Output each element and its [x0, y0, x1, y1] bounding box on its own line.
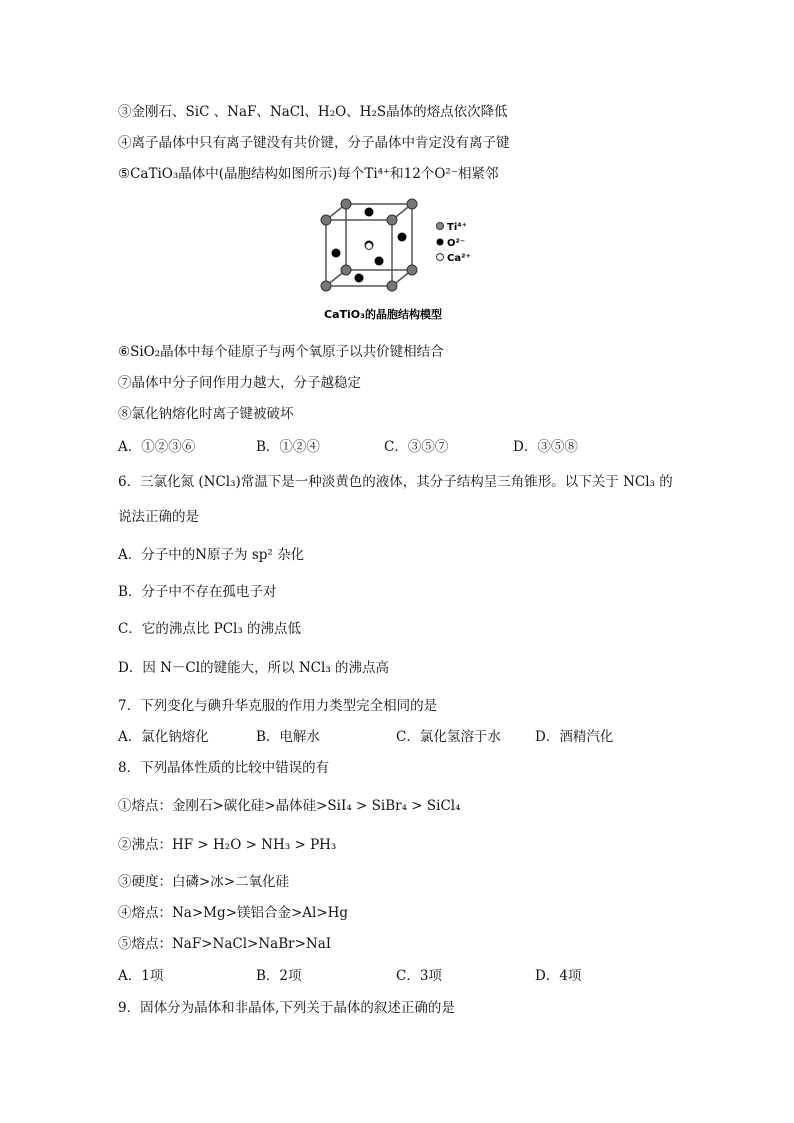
- q6-option-a: A．分子中的N原子为 sp² 杂化: [118, 547, 305, 563]
- q8-item-4: ④熔点：Na>Mg>镁铝合金>Al>Hg: [118, 905, 349, 921]
- q9-stem: 9．固体分为晶体和非晶体,下列关于晶体的叙述正确的是: [118, 1000, 455, 1016]
- q8-item-1: ①熔点：金刚石>碳化硅>晶体硅>SiI₄ > SiBr₄ > SiCl₄: [118, 798, 461, 814]
- q6-stem-line2: 说法正确的是: [118, 509, 199, 525]
- q8-option-d: D．4项: [535, 968, 582, 984]
- statement-6: ⑥SiO₂晶体中每个硅原子与两个氧原子以共价键相结合: [118, 344, 444, 360]
- q6-option-c: C．它的沸点比 PCl₃ 的沸点低: [118, 621, 302, 637]
- legend-o: O²⁻: [447, 238, 466, 249]
- q6-option-b: B．分子中不存在孤电子对: [118, 584, 277, 600]
- q7-stem: 7．下列变化与碘升华克服的作用力类型完全相同的是: [118, 698, 438, 714]
- q5-option-a: A．①②③⑥: [118, 439, 196, 455]
- legend-ti: Ti⁴⁺: [447, 222, 467, 233]
- statement-8: ⑧氯化钠熔化时离子键被破坏: [118, 406, 294, 422]
- q7-option-a: A．氯化钠熔化: [118, 729, 209, 745]
- q6-option-d: D．因 N－Cl的键能大，所以 NCl₃ 的沸点高: [118, 660, 390, 676]
- legend-ca: Ca²⁺: [447, 253, 471, 264]
- figure-caption: CaTiO₃的晶胞结构模型: [324, 308, 442, 321]
- catio3-crystal-figure: [316, 196, 496, 324]
- q8-item-3: ③硬度：白磷>冰>二氧化硅: [118, 874, 290, 890]
- q8-option-c: C．3项: [396, 968, 442, 984]
- q8-option-b: B．2项: [256, 968, 302, 984]
- statement-3: ③金刚石、SiC 、NaF、NaCl、H₂O、H₂S晶体的熔点依次降低: [118, 104, 508, 120]
- q8-option-a: A．1项: [118, 968, 164, 984]
- q7-option-b: B．电解水: [256, 729, 320, 745]
- q8-item-2: ②沸点：HF > H₂O > NH₃ > PH₃: [118, 837, 337, 853]
- q5-option-d: D．③⑤⑧: [513, 439, 578, 455]
- q5-option-b: B．①②④: [256, 439, 320, 455]
- q8-stem: 8．下列晶体性质的比较中错误的有: [118, 760, 330, 776]
- q7-option-c: C．氯化氢溶于水: [396, 729, 501, 745]
- statement-7: ⑦晶体中分子间作用力越大，分子越稳定: [118, 375, 361, 391]
- statement-4: ④离子晶体中只有离子键没有共价键，分子晶体中肯定没有离子键: [118, 135, 510, 151]
- q6-stem-line1: 6．三氯化氮 (NCl₃)常温下是一种淡黄色的液体，其分子结构呈三角锥形。以下关于 NCl₃ 的: [118, 474, 673, 490]
- statement-5: ⑤CaTiO₃晶体中(晶胞结构如图所示)每个Ti⁴⁺和12个O²⁻相紧邻: [118, 166, 499, 182]
- unit-cell-diagram: [316, 196, 496, 324]
- q7-option-d: D．酒精汽化: [535, 729, 614, 745]
- q8-item-5: ⑤熔点：NaF>NaCl>NaBr>NaI: [118, 936, 332, 952]
- q5-option-c: C．③⑤⑦: [384, 439, 449, 455]
